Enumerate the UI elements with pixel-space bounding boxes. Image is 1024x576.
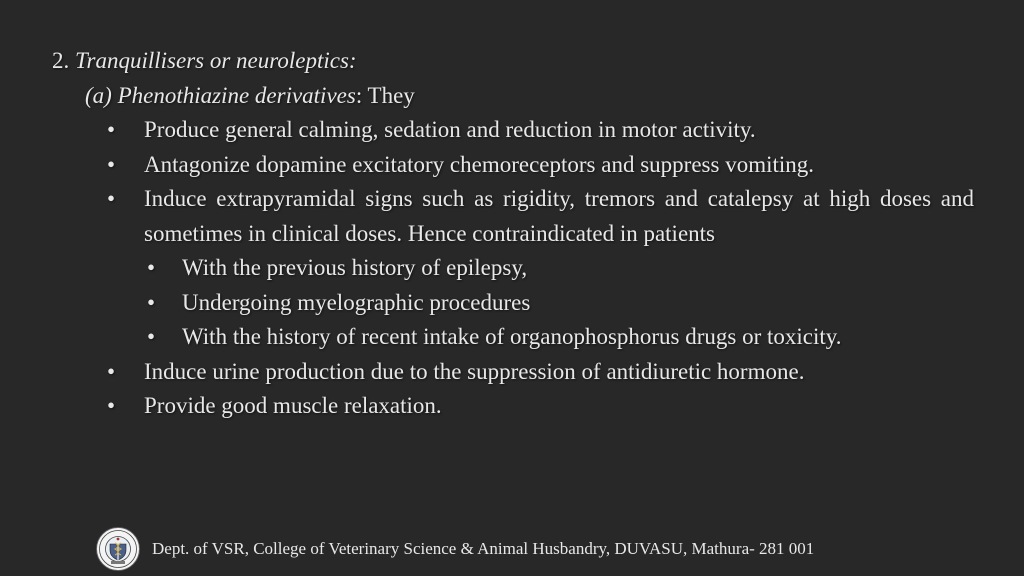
sub-list-item-text: With the history of recent intake of organophosphorus drugs or toxicity. (182, 324, 842, 349)
bullet-icon: • (106, 358, 116, 384)
bullet-icon: • (146, 289, 156, 315)
heading-number: 2. (52, 48, 70, 73)
list-item-text: Induce urine production due to the suppression of antidiuretic hormone. (144, 358, 805, 384)
slide-content (52, 44, 974, 424)
heading-title: Tranquillisers or neuroleptics: (75, 48, 357, 73)
university-seal-icon (96, 527, 140, 571)
bullet-icon: • (106, 393, 116, 418)
list-item (52, 148, 974, 183)
slide-footer (96, 526, 814, 572)
list-item-text: Produce general calming, sedation and reduction in motor activity. (144, 117, 756, 142)
sub-list-item-text: Undergoing myelographic procedures (182, 289, 531, 315)
bullet-list (52, 113, 974, 424)
subsection-heading (85, 79, 974, 114)
bullet-icon: • (106, 117, 116, 142)
subsection-title: (a) Phenothiazine derivatives (85, 82, 356, 108)
list-item-text: Induce extrapyramidal signs such as rigidity, tremors and catalepsy at high doses and sometimes in clinical doses. Hence contraindicated in patients (144, 186, 974, 246)
section-heading (52, 44, 974, 79)
sub-list-item (144, 320, 974, 355)
list-item-text: Provide good muscle relaxation. (144, 393, 442, 418)
list-item (52, 113, 974, 148)
sub-list-item (144, 286, 974, 321)
bullet-icon: • (106, 151, 116, 177)
bullet-icon: • (106, 186, 116, 211)
sub-bullet-list (144, 251, 974, 355)
list-item (52, 389, 974, 424)
list-item (52, 182, 974, 355)
bullet-icon: • (146, 255, 156, 280)
list-item (52, 355, 974, 390)
footer-text: Dept. of VSR, College of Veterinary Science & Animal Husbandry, DUVASU, Mathura- 281 001 (152, 539, 815, 558)
sub-list-item-text: With the previous history of epilepsy, (182, 255, 528, 280)
list-item-text: Antagonize dopamine excitatory chemoreceptors and suppress vomiting. (144, 151, 814, 177)
subsection-suffix: : They (355, 82, 415, 108)
bullet-icon: • (146, 324, 156, 349)
sub-list-item (144, 251, 974, 286)
